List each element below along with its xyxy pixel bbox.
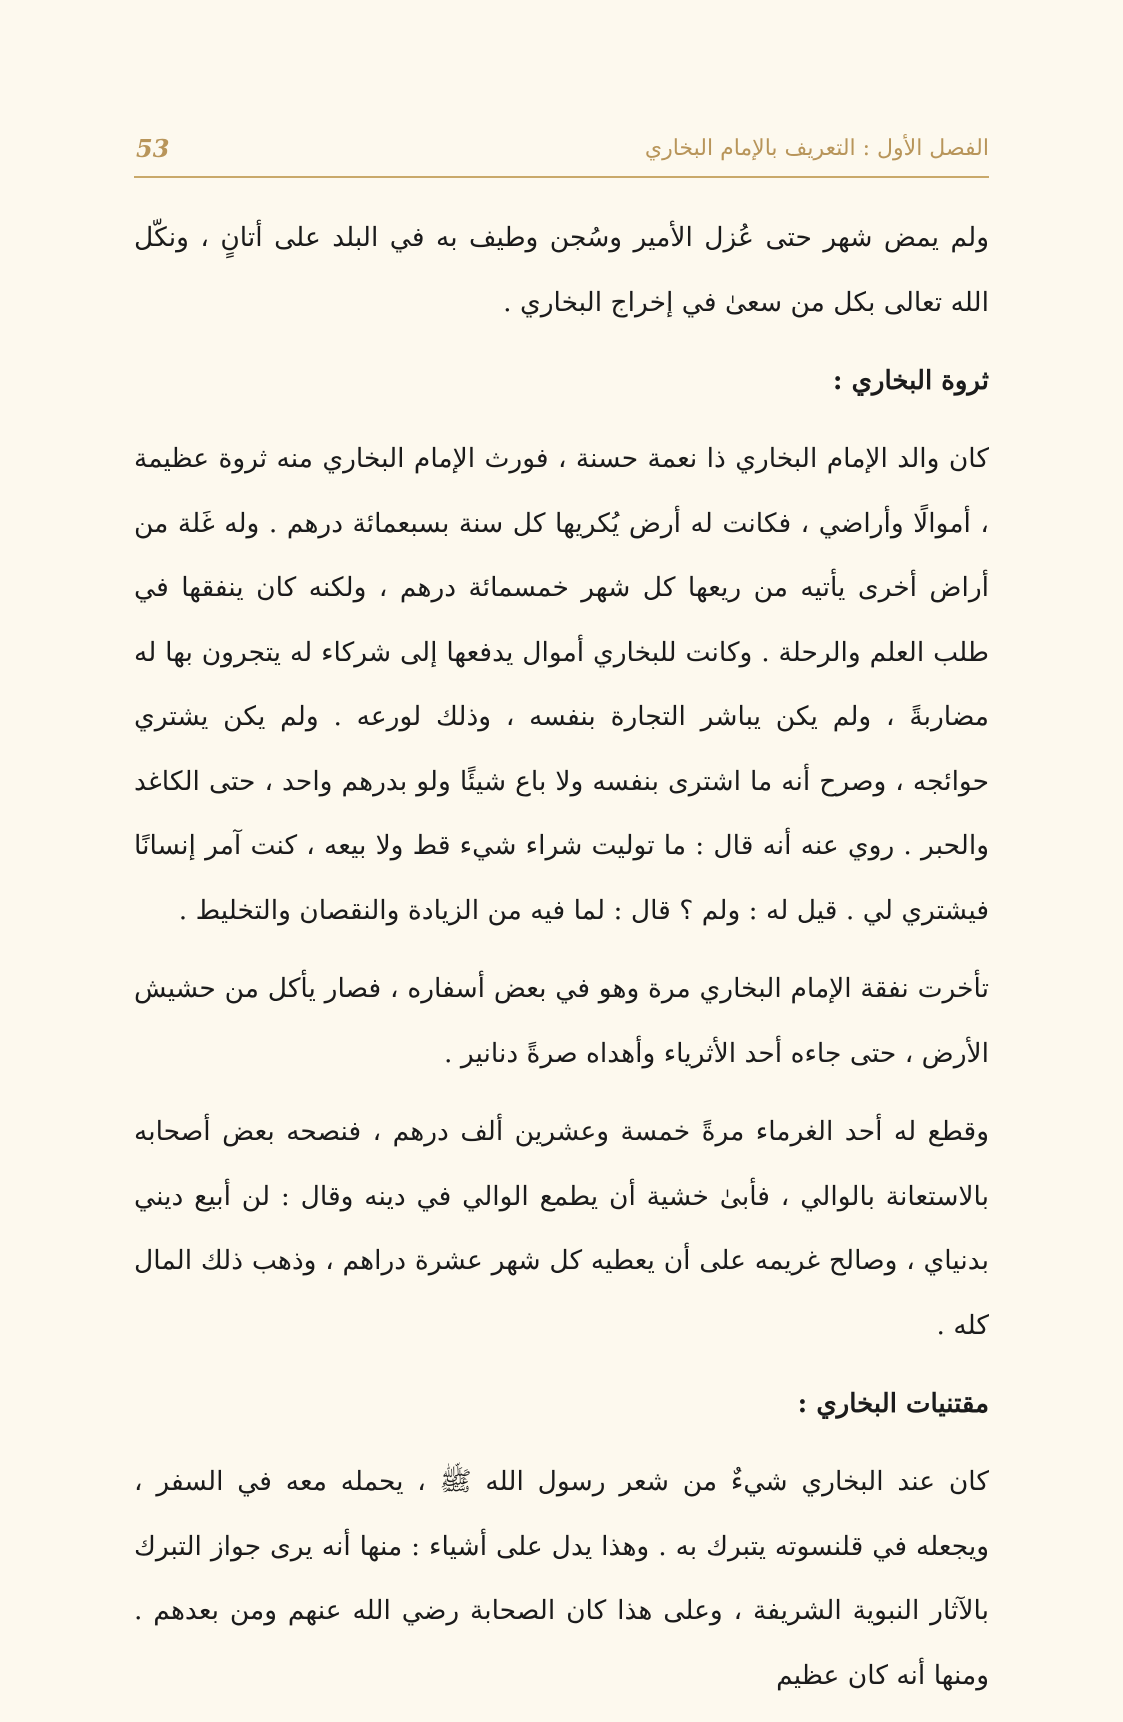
page-number: 53: [136, 134, 170, 163]
header-divider: [134, 176, 989, 178]
section-heading-wealth: ثروة البخاري :: [832, 366, 989, 396]
paragraph-possessions: كان عند البخاري شيءٌ من شعر رسول الله ﷺ ، يحمله معه في السفر ، ويجعله في قلنسوته يتبرك به . وهذا يدل على أشياء : منها أنه يرى جواز التبرك بالآثار النبوية الشريفة ، وعلى هذا كان الصحابة رضي الله عنهم ومن بعدهم . ومنها أنه كان عظيم: [134, 1466, 989, 1691]
paragraph-wealth: كان والد الإمام البخاري ذا نعمة حسنة ، فورث الإمام البخاري منه ثروة عظيمة ، أموالًا وأراضي ، فكانت له أرض يُكريها كل سنة بسبعمائة درهم . وله غَلة من أراض أخرى يأتيه من ريعها كل شهر خمسمائة درهم ، ولكنه كان ينفقها في طلب العلم والرحلة . وكانت للبخاري أموال يدفعها إلى شركاء له يتجرون بها له مضاربةً ، ولم يكن يباشر التجارة بنفسه ، وذلك لورعه . ولم يكن يشتري حوائجه ، وصرح أنه ما اشترى بنفسه ولا باع شيئًا ولو بدرهم واحد ، حتى الكاغد والحبر . روي عنه أنه قال : ما توليت شراء شيء قط ولا بيعه ، كنت آمر إنسانًا فيشتري لي . قيل له : ولم ؟ قال : لما فيه من الزيادة والنقصان والتخليط .: [134, 443, 989, 926]
running-header: [134, 128, 989, 174]
paragraph-delayed-expenses: تأخرت نفقة الإمام البخاري مرة وهو في بعض أسفاره ، فصار يأكل من حشيش الأرض ، حتى جاءه أحد الأثرياء وأهداه صرةً دنانير .: [134, 973, 989, 1069]
book-page: [134, 128, 989, 1691]
paragraph-intro: ولم يمض شهر حتى عُزل الأمير وسُجن وطيف به في البلد على أتانٍ ، ونكّل الله تعالى بكل من سعىٰ في إخراج البخاري .: [134, 222, 989, 318]
paragraph-debtor: وقطع له أحد الغرماء مرةً خمسة وعشرين ألف درهم ، فنصحه بعض أصحابه بالاستعانة بالوالي ، فأبىٰ خشية أن يطمع الوالي في دينه وقال : لن أبيع ديني بدنياي ، وصالح غريمه على أن يعطيه كل شهر عشرة دراهم ، وذهب ذلك المال كله .: [134, 1116, 989, 1341]
page-body: [134, 206, 989, 1722]
section-heading-possessions: مقتنيات البخاري :: [797, 1389, 989, 1419]
chapter-title: الفصل الأول : التعريف بالإمام البخاري: [644, 136, 989, 161]
